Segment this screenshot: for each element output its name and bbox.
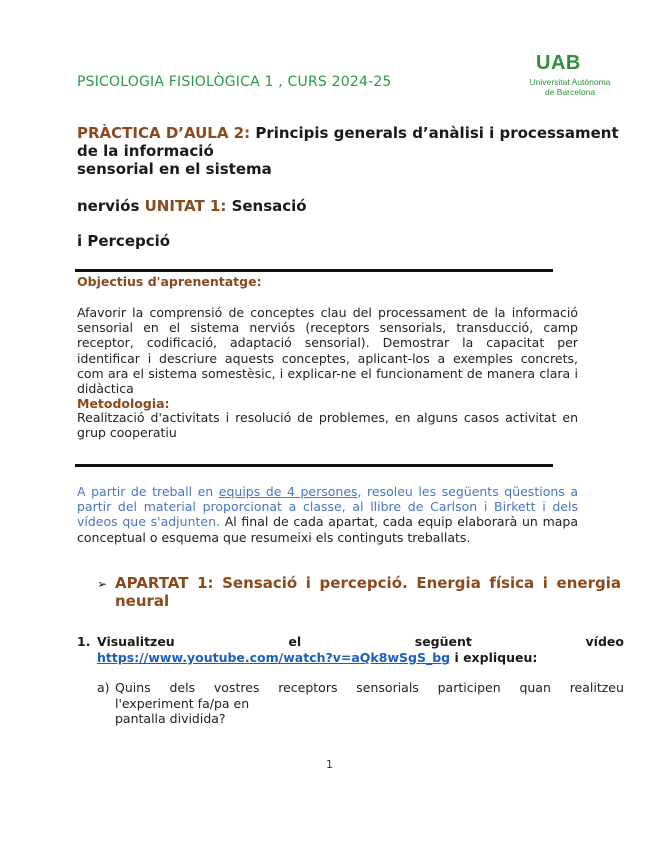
- team-size-link: equips de 4 persones: [218, 484, 358, 499]
- logo-sub-line-2: de Barcelona: [544, 87, 596, 97]
- methodology-heading: Metodologia:: [77, 396, 170, 411]
- question-1a: [97, 680, 624, 727]
- question-number: 1.: [77, 634, 91, 649]
- unit-name: Sensació: [226, 197, 307, 215]
- question-1: [77, 634, 624, 666]
- q1a-word: receptors: [278, 680, 338, 695]
- q1a-word: dels: [169, 680, 196, 695]
- q1-word: següent: [414, 634, 472, 649]
- subquestion-label: a): [97, 680, 110, 695]
- q1a-word: quan: [519, 680, 551, 695]
- question-1a-line-2: l'experiment fa/pa en: [115, 695, 250, 711]
- q1a-word: realitzeu: [569, 680, 624, 695]
- q1a-word: participen: [437, 680, 501, 695]
- section-title: APARTAT 1: Sensació i percepció. Energia física i energia neural: [115, 574, 621, 610]
- divider-bottom: [75, 464, 553, 467]
- task-end: Al final de cada apartat, cada equip elaborarà un mapa conceptual o esquema que resumeixi els continguts treballats.: [77, 514, 578, 545]
- course-header: PSICOLOGIA FISIOLÒGICA 1 , CURS 2024-25: [77, 74, 392, 90]
- arrow-bullet-icon: ➢: [97, 577, 108, 591]
- logo-sub-line-1: Universitat Autònoma: [529, 77, 611, 87]
- unit-line: [77, 197, 307, 215]
- question-1-line-1: [97, 634, 624, 650]
- question-1a-line-3: pantalla dividida?: [115, 711, 226, 726]
- objectives-heading: Objectius d'aprenentatge:: [77, 274, 262, 289]
- methodology-text: Realització d'activitats i resolució de problemes, en alguns casos activitat en grup cooperatiu: [77, 410, 578, 441]
- divider-top: [75, 269, 553, 272]
- task-middle: , resoleu les següents qüestions a partir del material proporcionat a classe, al llibre de Carlson i Birkett i dels vídeos que s'adjunten.: [77, 484, 578, 530]
- question-1-tail: i expliqueu:: [450, 650, 538, 665]
- title-line-1: Principis generals d’anàlisi i processament: [250, 124, 619, 142]
- q1a-word: Quins: [115, 680, 151, 695]
- unit-label: UNITAT 1:: [144, 197, 227, 215]
- unit-prefix: nerviós: [77, 197, 145, 215]
- title-line-3: sensorial en el sistema: [77, 160, 272, 178]
- q1a-word: vostres: [213, 680, 260, 695]
- uab-logo: UAB: [536, 52, 581, 74]
- practice-label: PRÀCTICA D’AULA 2:: [77, 124, 251, 142]
- uab-logo-subtitle: [519, 77, 621, 97]
- task-instructions: [77, 484, 578, 545]
- practice-title: [77, 124, 637, 178]
- question-1a-line-1: [115, 680, 624, 696]
- section-heading: [97, 574, 624, 610]
- title-line-5: i Percepció: [77, 232, 171, 250]
- objectives-text: Afavorir la comprensió de conceptes clau del processament de la informació sensorial en el sistema nerviós (receptors sensorials, transducció, camp receptor, codificació, adaptació sensorial). Demostrar la capacitat per identificar i descriure aquests conceptes, aplicant-los a exemples concrets, com ara el sistema somestèsic, i explicar-ne el funcionament de manera clara i didàctica: [77, 305, 578, 397]
- q1a-word: sensorials: [356, 680, 419, 695]
- task-intro: A partir de treball en: [77, 484, 219, 499]
- page-number: 1: [326, 758, 333, 771]
- q1-word: Visualitzeu: [97, 634, 175, 649]
- q1-word: el: [288, 634, 302, 649]
- title-line-2: de la informació: [77, 142, 214, 160]
- q1-word: vídeo: [585, 634, 624, 649]
- video-link[interactable]: https://www.youtube.com/watch?v=aQk8wSgS_bg: [97, 650, 451, 665]
